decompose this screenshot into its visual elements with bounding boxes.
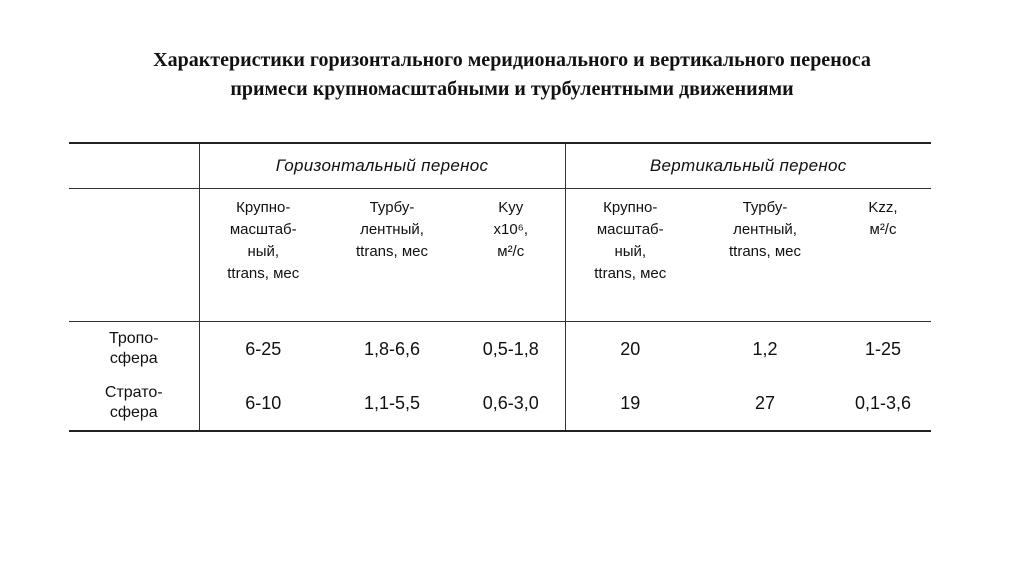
col-header-horizontal-turbulent: Турбу- лентный, ttrans, мес — [327, 189, 457, 322]
table-cell: 6-25 — [199, 322, 327, 377]
table-cell: 1-25 — [864, 338, 902, 359]
transport-table — [69, 142, 931, 432]
table-cell: 20 — [565, 322, 695, 377]
table-cell: 1,8-6,6 — [363, 338, 421, 359]
title-line-2: примеси крупномасштабными и турбулентными движениями — [230, 78, 794, 100]
col-header-kyy: Kyy x10⁶, м²/с — [457, 189, 565, 322]
col-header-vertical-large-scale: Крупно- масштаб- ный, ttrans, мес — [565, 189, 695, 322]
table-cell: 6-10 — [199, 376, 327, 431]
col-header-vertical-turbulent: Турбу- лентный, ttrans, мес — [695, 189, 835, 322]
table-cell: 1,2 — [752, 338, 778, 359]
corner-cell — [69, 144, 199, 189]
col-header-horizontal-large-scale: Крупно- масштаб- ный, ttrans, мес — [199, 189, 327, 322]
table-cell: 0,1-3,6 — [835, 376, 931, 431]
table-cell: 1,1-5,5 — [327, 376, 457, 431]
row-head-stratosphere: Страто- сфера — [69, 376, 199, 431]
title-line-1: Характеристики горизонтального меридионального и вертикального переноса — [153, 49, 871, 71]
row-head-troposphere: Тропо- сфера — [108, 330, 159, 367]
group-header-row — [69, 144, 931, 189]
table-cell: 0,5-1,8 — [482, 338, 539, 359]
col-header-kzz: Kzz, м²/с — [835, 189, 931, 322]
table-cell: 0,6-3,0 — [457, 376, 565, 431]
table-row — [69, 322, 931, 377]
column-header-row — [69, 189, 931, 322]
group-vertical: Вертикальный перенос — [565, 144, 931, 189]
table-row — [69, 376, 931, 431]
table-cell: 19 — [565, 376, 695, 431]
slide-title — [40, 46, 984, 104]
group-horizontal: Горизонтальный перенос — [199, 144, 565, 189]
table-cell: 27 — [695, 376, 835, 431]
